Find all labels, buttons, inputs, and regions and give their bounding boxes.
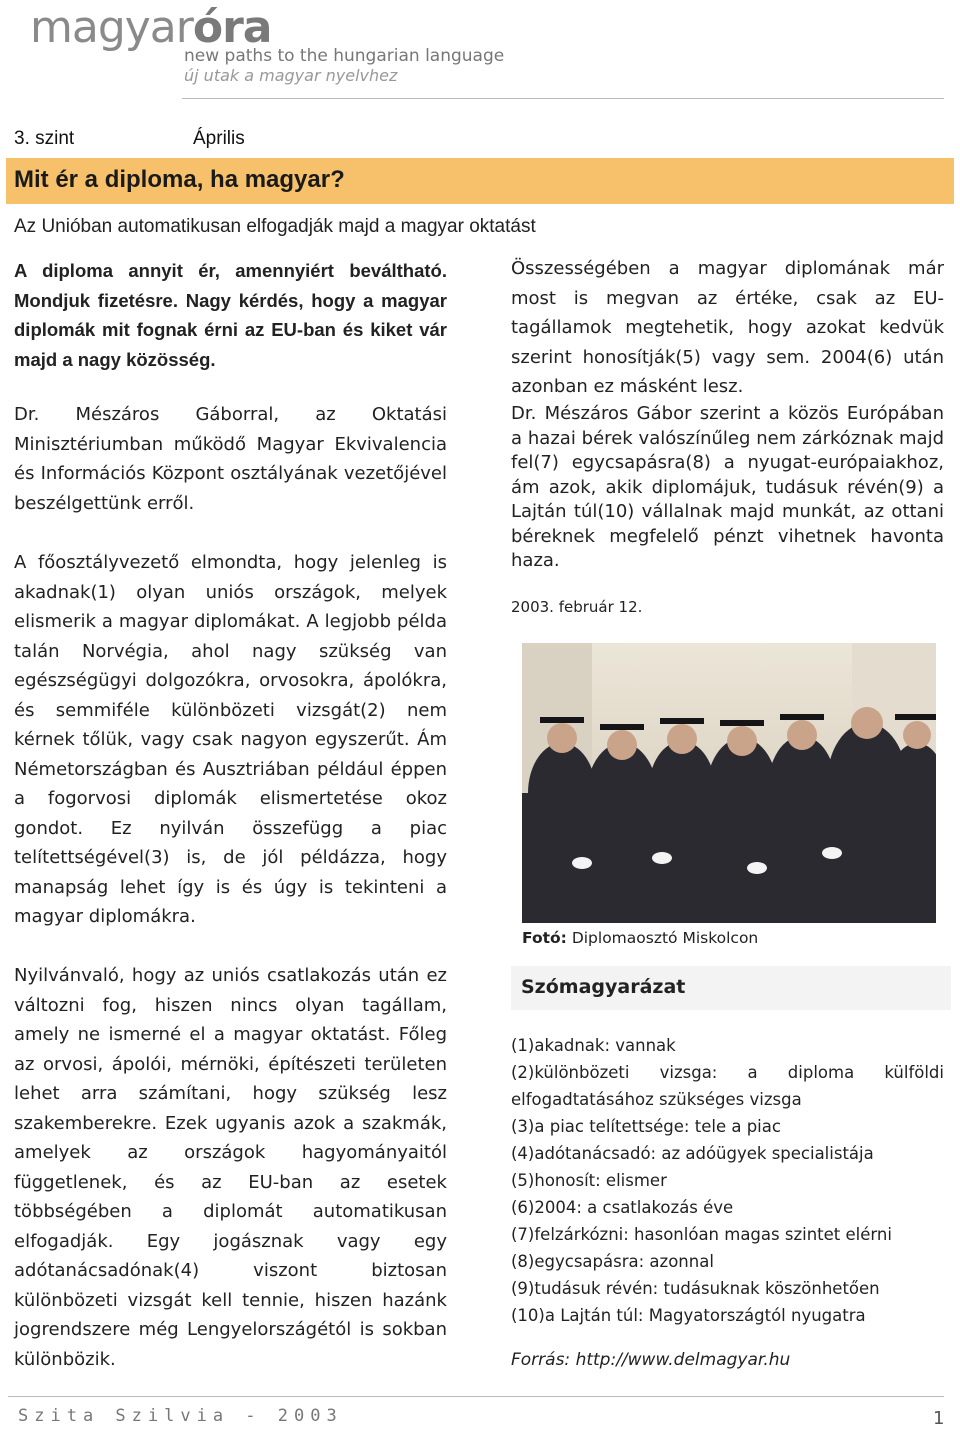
tagline-english: new paths to the hungarian language: [184, 46, 505, 66]
graduation-photo-image: [522, 643, 936, 923]
glossary-header: [511, 966, 951, 1010]
article-lead: A diploma annyit ér, amennyiért beváltható. Mondjuk fizetésre. Nagy kérdés, hogy a magyar diplomák mit fognak érni az EU-ban és kiket vár majd a nagy közösség.: [14, 260, 447, 370]
paragraph-3: Nyilvánvaló, hogy az uniós csatlakozás után ez változni fog, hiszen nincs olyan tagállam, amely ne ismerné el a magyar oktatást. Főleg az orvosi, ápolói, mérnöki, építészeti területen lehet arra számítani, hogy szükség lesz szakemberekre. Ezek ugyanis azok a szakmák, amelyek az országok hagyományaitól függetlenek, és az EU-ban az esetek többségében a diplomát automatikusan elfogadják. Egy jogásznak vagy egy adótanácsadónak(4) viszont biztosan különbözeti vizsgát kell tennie, hiszen hazánk jogrendszere még Lengyelországétól is sokban különbözik.: [14, 965, 447, 1370]
graduation-photo: [522, 643, 936, 923]
logo-wordmark: [30, 4, 510, 52]
article-title: Mit ér a diploma, ha magyar?: [14, 166, 345, 193]
source-citation: Forrás: http://www.delmagyar.hu: [511, 1350, 791, 1370]
caption-label: Fotó:: [522, 929, 567, 947]
footer-author: Szita Szilvia - 2003: [18, 1406, 343, 1426]
header-divider: [182, 98, 944, 99]
glossary-item: (3)a piac telítettsége: tele a piac: [511, 1117, 781, 1136]
photo-caption: [522, 929, 758, 947]
glossary-item: (2)különbözeti vizsga: a diploma külföldi elfogadtatásához szükséges vizsga: [511, 1063, 944, 1109]
magyarora-logo: [30, 4, 510, 92]
article-subtitle: Az Unióban automatikusan elfogadják majd a magyar oktatást: [14, 216, 536, 237]
logo-brand-a: magyar: [30, 2, 193, 53]
glossary-item: (1)akadnak: vannak: [511, 1036, 676, 1055]
paragraph-2: A főosztályvezető elmondta, hogy jelenleg is akadnak(1) olyan uniós országok, melyek elismerik a magyar diplomákat. A legjobb példa talán Norvégia, ahol nagy szükség van egészségügyi dolgozókra, orvosokra, ápolókra, és semmiféle különbözeti vizsgát(2) nem kérnek tőlük, vagy csak nagyon egyszerűt. Ám Németországban és Ausztriában például éppen a fogorvosi diplomák elismertetése okoz gondot. Ez nyilván összefügg a piac telítettségével(3) is, de jól példázza, hogy manapság lehet így is és úgy is tekinteni a magyar diplomákra.: [14, 552, 447, 927]
tagline-hungarian: új utak a magyar nyelvhez: [184, 66, 398, 85]
logo-brand-b: óra: [192, 2, 272, 53]
glossary-item: (5)honosít: elismer: [511, 1171, 667, 1190]
glossary-item: (10)a Lajtán túl: Magyatországtól nyugatra: [511, 1306, 866, 1325]
month-label: Április: [193, 128, 245, 149]
article-date: 2003. február 12.: [511, 598, 643, 616]
title-bar: [6, 158, 954, 204]
paragraph-5: Dr. Mészáros Gábor szerint a közös Európában a hazai bérek valószínűleg nem zárkóznak majd fel(7) egycsapásra(8) a nyugat-európaiakhoz, ám azok, akik diplomájuk, tudásuk révén(9) a Lajtán túl(10) vállalnak majd munkát, az ottani béreknek megfelelő pénzt vihetnek havonta haza.: [511, 403, 944, 571]
glossary-heading: Szómagyarázat: [521, 976, 686, 998]
glossary-item: (7)felzárkózni: hasonlóan magas szintet elérni: [511, 1225, 892, 1244]
footer-divider: [8, 1396, 944, 1397]
paragraph-1: Dr. Mészáros Gáborral, az Oktatási Minisztériumban működő Magyar Ekvivalencia és Információs Központ osztályának vezetőjével beszélgettünk erről.: [14, 404, 447, 514]
glossary-item: (8)egycsapásra: azonnal: [511, 1252, 714, 1271]
glossary-item: (4)adótanácsadó: az adóügyek specialistája: [511, 1144, 874, 1163]
glossary-item: (9)tudásuk révén: tudásuknak köszönhetően: [511, 1279, 880, 1298]
caption-text: Diplomaosztó Miskolcon: [571, 929, 759, 947]
glossary-item: (6)2004: a csatlakozás éve: [511, 1198, 734, 1217]
level-label: 3. szint: [14, 128, 75, 149]
paragraph-4: Összességében a magyar diplomának már most is megvan az értéke, csak az EU-tagállamok megtehetik, hogy azokat kedvük szerint honosítják(5) vagy sem. 2004(6) után azonban ez másként lesz.: [511, 258, 944, 397]
page-number: 1: [933, 1408, 945, 1429]
glossary-list: [511, 1032, 944, 1329]
